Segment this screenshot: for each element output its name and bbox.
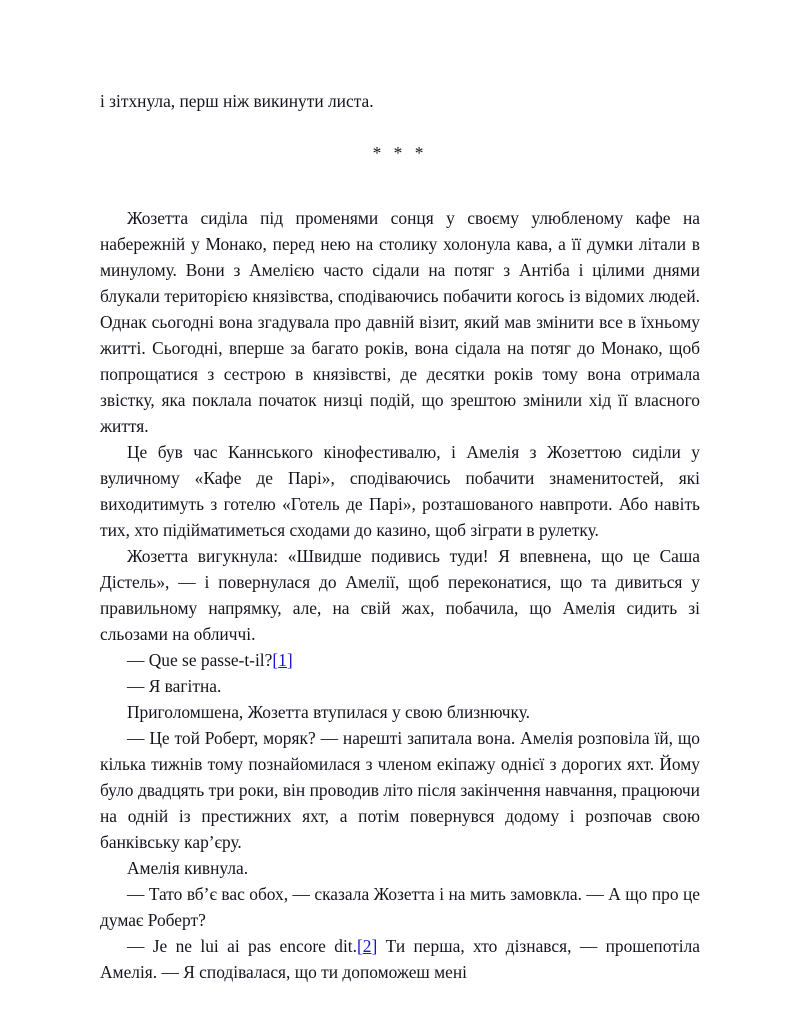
footnote-open-bracket-2: [	[356, 936, 363, 956]
dialogue-line-7-text-before: — Je ne lui ai pas encore dit.	[127, 936, 357, 956]
scene-break-separator: * * *	[372, 143, 428, 163]
body-paragraph-1: Жозетта сиділа під променями сонця у своєму улюбленому кафе на набережній у Монако, перед нею на столику холонула кава, а її думки літали в минулому. Вони з Амелією часто сідали на потяг з Антіба і цілими днями блукали територією князівства, сподіваючись побачити когось із відомих людей. Однак сьогодні вона згадувала про давній візит, який мав змінити все в їхньому житті. Сьогодні, вперше за багато років, вона сідала на потяг до Монако, щоб попрощатися з сестрою в князівстві, де десятки років тому вона отримала звістку, яка поклала початок низці подій, що зрештою змінили хід її власного життя.	[100, 208, 700, 436]
dialogue-line-7-text-after: Ти перша, хто дізнався, — прошепотіла Амелія. — Я сподівалася, що ти допоможеш мені	[100, 936, 700, 982]
dialogue-line-6: — Тато вб’є вас обох, — сказала Жозетта і на мить замовкла. — А що про це думає Роберт?	[100, 884, 700, 930]
footnote-link-2[interactable]	[357, 936, 377, 956]
dialogue-line-5: Амелія кивнула.	[127, 858, 249, 878]
footnote-close-bracket-1: ]	[286, 650, 293, 670]
dialogue-line-1-text: — Que se passe-t-il?	[127, 650, 273, 670]
dialogue-line-2: — Я вагітна.	[127, 676, 222, 696]
footnote-open-bracket-1: [	[272, 650, 279, 670]
footnote-number-2: 2	[362, 936, 372, 956]
footnote-link-1[interactable]	[272, 650, 292, 670]
scene-break-spacer-bottom	[100, 166, 700, 205]
page-text-column	[100, 88, 700, 985]
footnote-close-bracket-2: ]	[371, 936, 378, 956]
dialogue-line-3: Приголомшена, Жозетта втупилася у свою близнючку.	[127, 702, 531, 722]
dialogue-line-4: — Це той Роберт, моряк? — нарешті запитала вона. Амелія розповіла їй, що кілька тижнів тому познайомилася з членом екіпажу однієї з дорогих яхт. Йому було двадцять три роки, він проводив літо після закінчення навчання, працюючи на одній із престижних яхт, а потім повернувся додому і розпочав свою банківську кар’єру.	[100, 728, 700, 852]
dialogue-line-7	[100, 933, 700, 985]
scene-break-spacer-top	[100, 114, 700, 140]
continued-paragraph: і зітхнула, перш ніж викинути листа.	[100, 91, 374, 111]
footnote-number-1: 1	[278, 650, 287, 670]
body-paragraph-2: Це був час Каннського кінофестивалю, і Амелія з Жозеттою сиділи у вуличному «Кафе де Парі», сподіваючись побачити знаменитостей, які виходитимуть з готелю «Готель де Парі», розташованого навпроти. Або навіть тих, хто підійматиметься сходами до казино, щоб зіграти в рулетку.	[100, 442, 700, 540]
dialogue-line-1	[100, 647, 700, 673]
body-paragraph-3: Жозетта вигукнула: «Швидше подивись туди! Я впевнена, що це Саша Дістель», — і повернулася до Амелії, щоб переконатися, що та дивиться у правильному напрямку, але, на свій жах, побачила, що Амелія сидить зі сльозами на обличчі.	[100, 546, 700, 644]
